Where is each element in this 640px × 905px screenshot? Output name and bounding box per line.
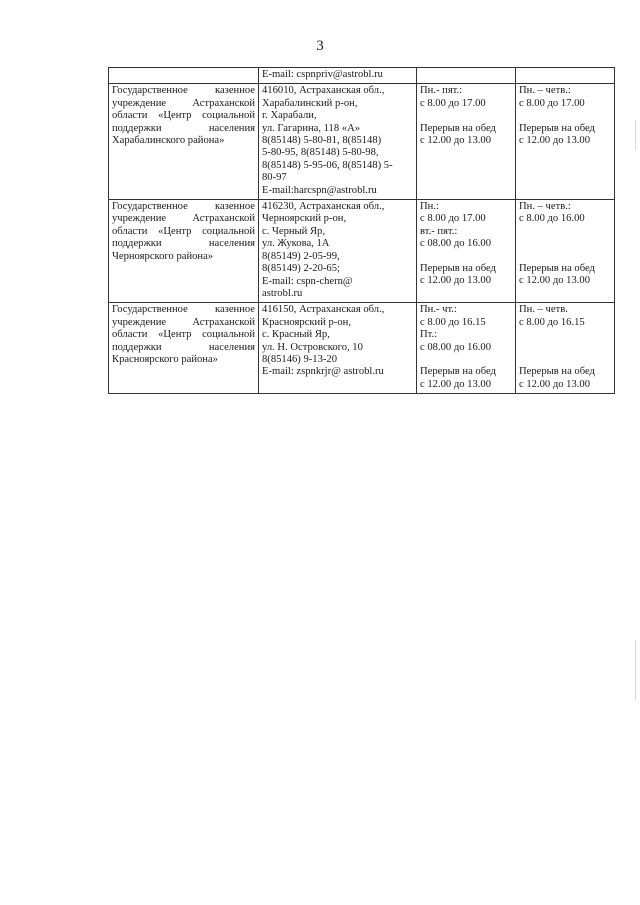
reception-hours-line: с 12.00 до 13.00	[519, 135, 591, 147]
contact-address-cell	[259, 84, 417, 200]
reception-hours-line: с 8.00 до 16.15	[519, 316, 585, 328]
reception-hours-line	[519, 251, 611, 263]
reception-hours-line	[519, 354, 611, 366]
contact-line: с. Черный Яр,	[262, 225, 325, 237]
institution-name-line: области «Центр социальной	[112, 110, 255, 122]
reception-hours-line: Пн. – четв.	[519, 304, 568, 316]
institution-name-line: поддержки населения	[112, 238, 255, 250]
working-hours-line: с 8.00 до 17.00	[420, 213, 486, 225]
working-hours-line: с 12.00 до 13.00	[420, 135, 492, 147]
working-hours-cell	[417, 84, 516, 200]
working-hours-line: с 8.00 до 17.00	[420, 97, 486, 109]
institution-name-line: учреждение Астраханской	[112, 97, 255, 109]
institution-name-line: Государственное казенное	[112, 304, 255, 316]
table-row	[109, 200, 615, 303]
reception-hours-line	[519, 110, 611, 122]
institution-name-line: поддержки населения	[112, 341, 255, 353]
contact-line: 8(85148) 5-80-81, 8(85148)	[262, 135, 382, 147]
institution-name-cell	[109, 84, 259, 200]
contact-line: 8(85146) 9-13-20	[262, 353, 338, 365]
reception-hours-line: с 12.00 до 13.00	[519, 378, 591, 390]
working-hours-line	[420, 354, 512, 366]
institution-name-cell	[109, 68, 259, 84]
contact-address-cell	[259, 68, 417, 84]
working-hours-line: Перерыв на обед	[420, 263, 496, 275]
contact-line: 5-80-95, 8(85148) 5-80-98,	[262, 147, 379, 159]
working-hours-line: с 08.00 до 16.00	[420, 238, 492, 250]
institution-name-line: Государственное казенное	[112, 201, 255, 213]
contact-line: Красноярский р-он,	[262, 316, 351, 328]
institution-name-line: Государственное казенное	[112, 85, 255, 97]
reception-hours-cell	[516, 68, 615, 84]
reception-hours-cell	[516, 303, 615, 394]
institution-name-line: Харабалинского района»	[112, 135, 225, 147]
reception-hours-line: Пн. – четв.:	[519, 85, 571, 97]
reception-hours-line	[519, 226, 611, 238]
institution-name-cell	[109, 200, 259, 303]
contact-line: E-mail:harcspn@astrobl.ru	[262, 184, 377, 196]
contact-line: Черноярский р-он,	[262, 213, 347, 225]
contact-line: astrobl.ru	[262, 287, 303, 299]
working-hours-line: с 12.00 до 13.00	[420, 275, 492, 287]
contact-line: ул. Жукова, 1А	[262, 238, 330, 250]
working-hours-line: с 08.00 до 16.00	[420, 341, 492, 353]
reception-hours-line: Перерыв на обед	[519, 122, 595, 134]
contact-line: 416230, Астраханская обл.,	[262, 201, 385, 213]
contact-address-cell	[259, 303, 417, 394]
contact-line: E-mail: cspn-chern@	[262, 275, 353, 287]
reception-hours-line: с 8.00 до 16.00	[519, 213, 585, 225]
institution-name-line: области «Центр социальной	[112, 329, 255, 341]
scan-edge-mark	[635, 640, 636, 700]
contact-line: 416150, Астраханская обл.,	[262, 304, 385, 316]
contact-line: 8(85148) 5-95-06, 8(85148) 5-	[262, 159, 393, 171]
working-hours-line: Пн.- чт.:	[420, 304, 457, 316]
working-hours-cell	[417, 68, 516, 84]
contact-address-cell	[259, 200, 417, 303]
working-hours-line: Перерыв на обед	[420, 122, 496, 134]
table-row	[109, 68, 615, 84]
working-hours-line: Пн.:	[420, 201, 439, 213]
reception-hours-line: Перерыв на обед	[519, 263, 595, 275]
working-hours-line	[420, 110, 512, 122]
reception-hours-line	[519, 238, 611, 250]
page-number: 3	[316, 38, 324, 54]
working-hours-line: Перерыв на обед	[420, 366, 496, 378]
institution-name-line: Черноярского района»	[112, 250, 214, 262]
contact-line: 80-97	[262, 172, 287, 184]
working-hours-line: Пт.:	[420, 329, 438, 341]
contact-line: с. Красный Яр,	[262, 329, 330, 341]
reception-hours-line	[519, 342, 611, 354]
working-hours-line: с 12.00 до 13.00	[420, 378, 492, 390]
table-row	[109, 84, 615, 200]
table-row	[109, 303, 615, 394]
reception-hours-line: с 12.00 до 13.00	[519, 275, 591, 287]
contact-line: ул. Гагарина, 118 «А»	[262, 122, 361, 134]
reception-hours-line: Пн. – четв.:	[519, 201, 571, 213]
institution-name-line: области «Центр социальной	[112, 225, 255, 237]
contact-line: 416010, Астраханская обл.,	[262, 85, 385, 97]
institution-name-cell	[109, 303, 259, 394]
reception-hours-line: Перерыв на обед	[519, 366, 595, 378]
contact-line: 8(85149) 2-05-99,	[262, 250, 340, 262]
contact-line: ул. Н. Островского, 10	[262, 341, 363, 353]
contact-line: Харабалинский р-он,	[262, 97, 358, 109]
institution-name-line: Красноярского района»	[112, 353, 218, 365]
institution-name-line: учреждение Астраханской	[112, 316, 255, 328]
working-hours-line	[420, 251, 512, 263]
working-hours-line: с 8.00 до 16.15	[420, 316, 486, 328]
institutions-table	[108, 67, 615, 394]
reception-hours-line: с 8.00 до 17.00	[519, 97, 585, 109]
reception-hours-cell	[516, 200, 615, 303]
contact-line: E-mail: zspnkrjr@ astrobl.ru	[262, 366, 384, 378]
institution-name-line: учреждение Астраханской	[112, 213, 255, 225]
reception-hours-line	[519, 329, 611, 341]
working-hours-line: вт.- пят.:	[420, 225, 458, 237]
working-hours-cell	[417, 200, 516, 303]
scan-edge-mark	[635, 120, 636, 150]
contact-line: г. Харабали,	[262, 110, 317, 122]
working-hours-cell	[417, 303, 516, 394]
reception-hours-cell	[516, 84, 615, 200]
working-hours-line: Пн.- пят.:	[420, 85, 463, 97]
contact-line: 8(85149) 2-20-65;	[262, 263, 340, 275]
institution-name-line: поддержки населения	[112, 122, 255, 134]
contact-line: E-mail: cspnpriv@astrobl.ru	[262, 69, 383, 80]
